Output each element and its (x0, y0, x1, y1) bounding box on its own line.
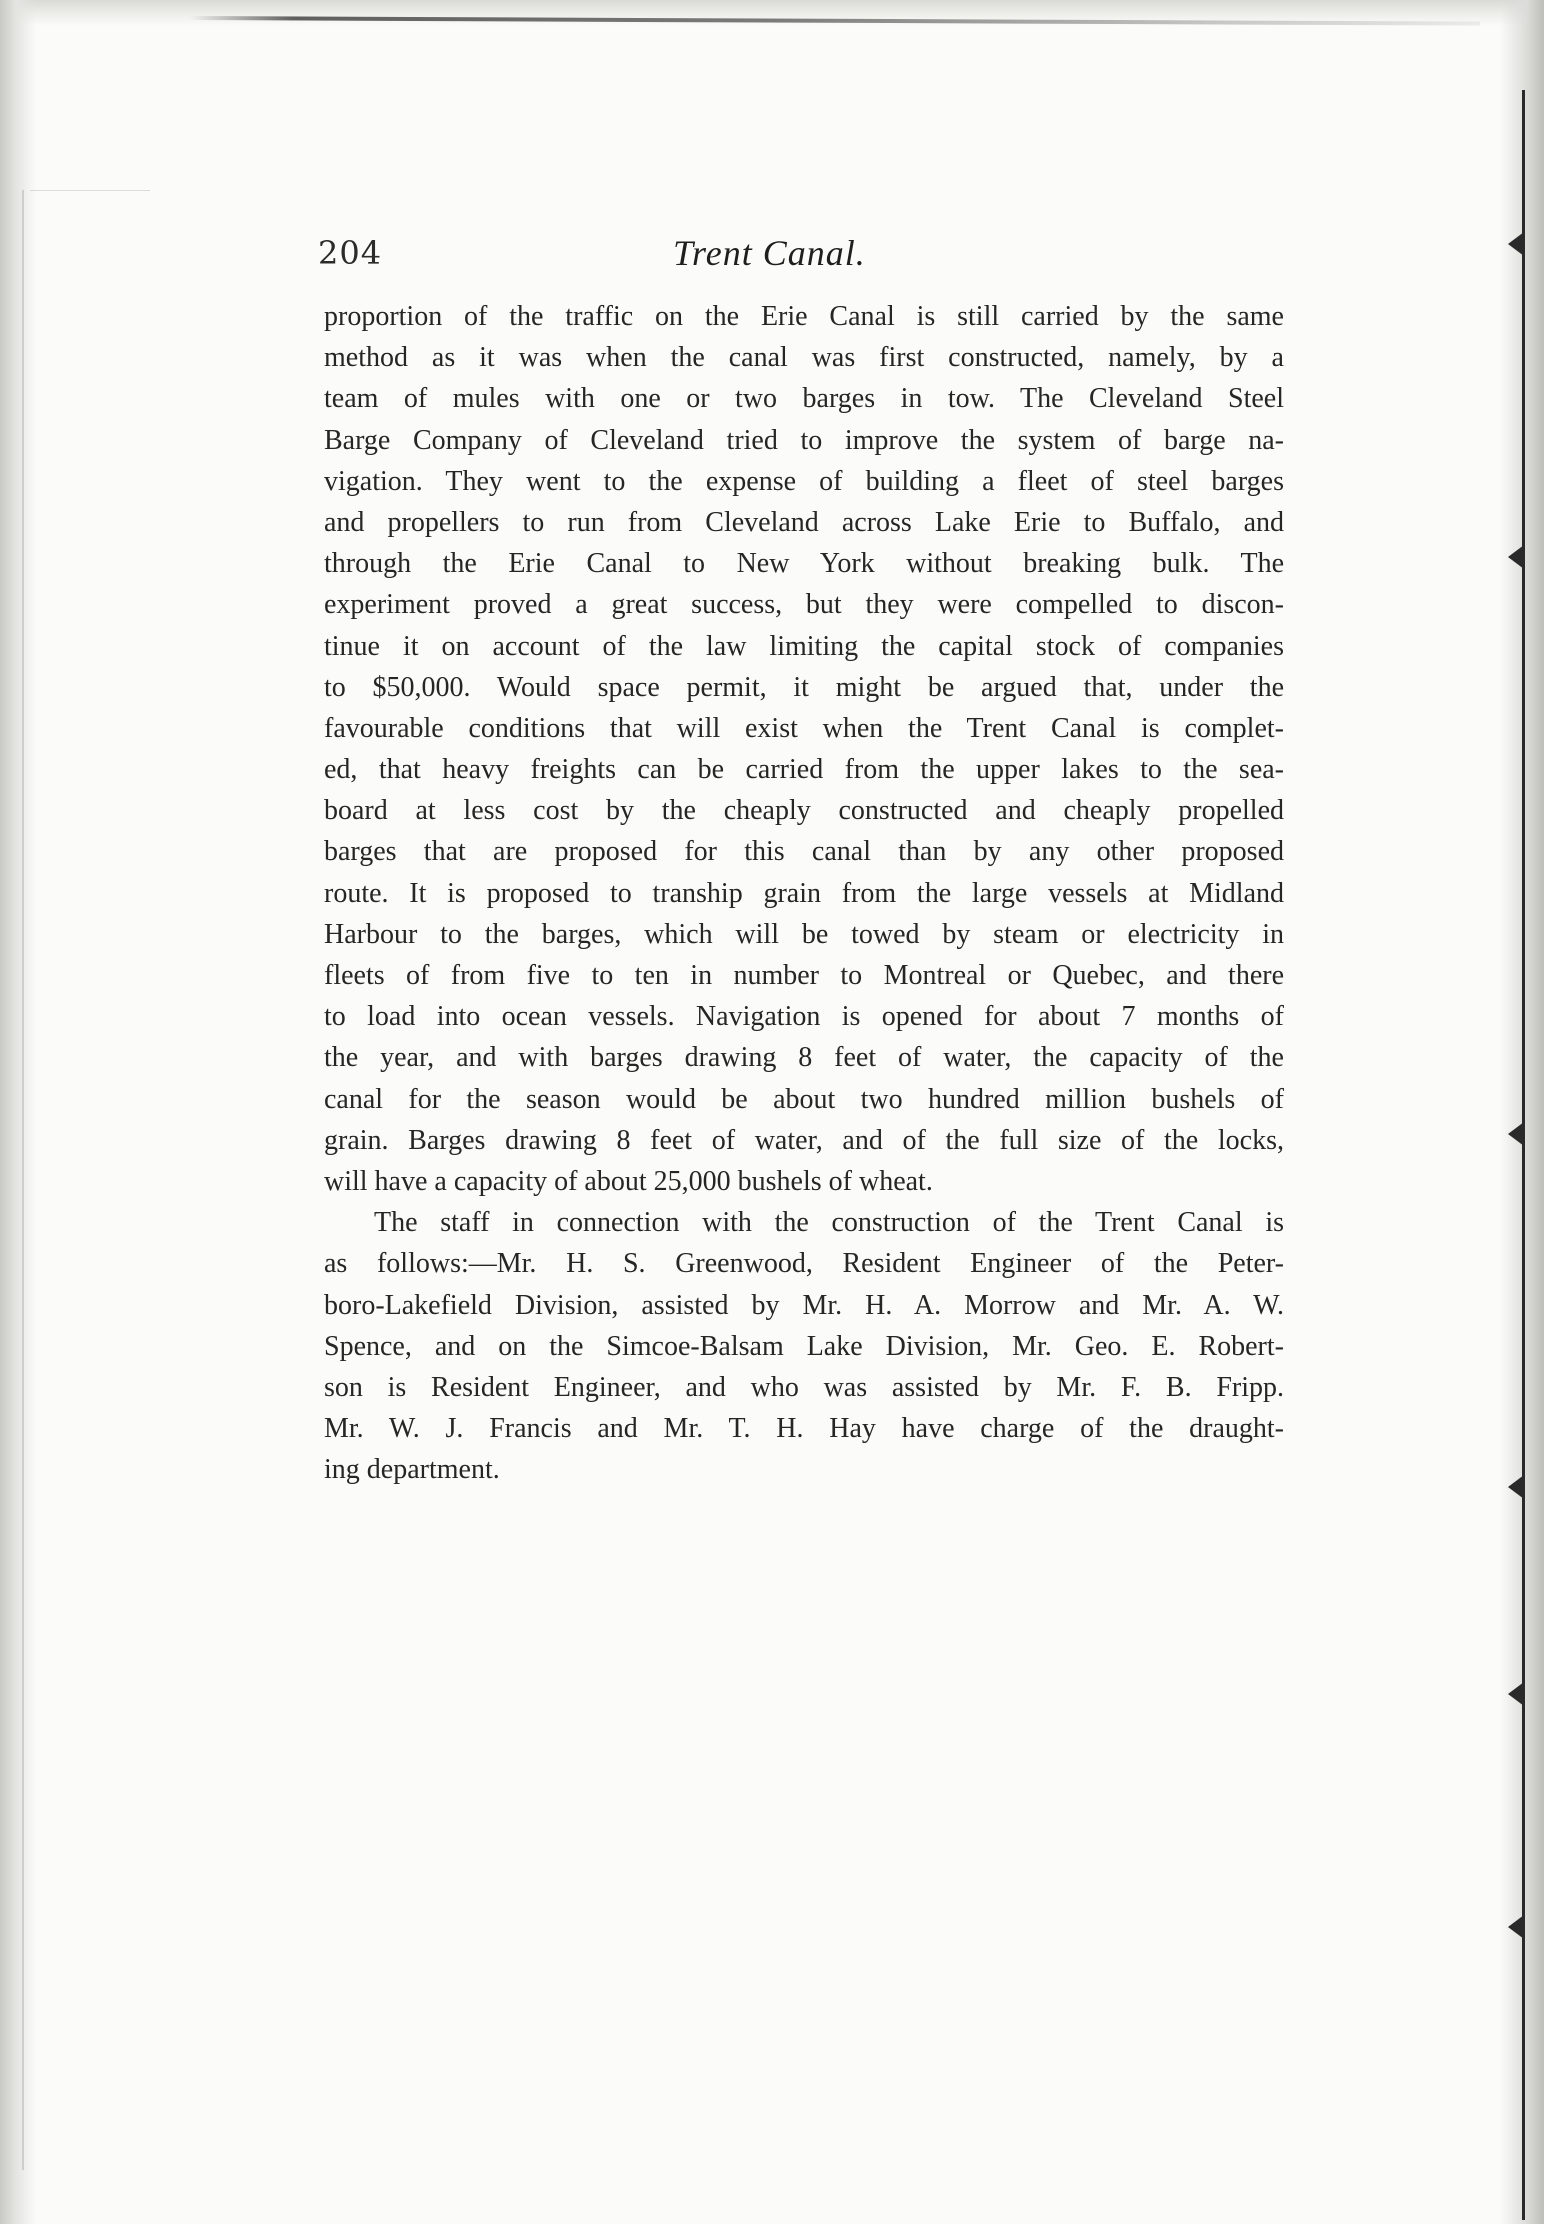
text-line: proportion of the traffic on the Erie Canal is still carried by the same (324, 301, 1284, 332)
text-line: Barge Company of Cleveland tried to improve the system of barge na- (324, 424, 1284, 456)
paragraph (324, 296, 1284, 1202)
text-line: boro-Lakefield Division, assisted by Mr. H. A. Morrow and Mr. A. W. (324, 1289, 1284, 1321)
text-line: the year, and with barges drawing 8 feet of water, the capacity of the (324, 1042, 1284, 1074)
text-line: to $50,000. Would space permit, it might be argued that, under the (324, 671, 1284, 703)
binding-tick-mark (1508, 1475, 1524, 1499)
text-line: vigation. They went to the expense of building a fleet of steel barges (324, 465, 1284, 497)
page-left-edge-shadow (0, 0, 36, 2224)
text-line: favourable conditions that will exist when the Trent Canal is complet- (324, 712, 1284, 744)
binding-tick-mark (1508, 232, 1524, 256)
paragraph (324, 1202, 1284, 1490)
text-line: ing department. (324, 1454, 500, 1486)
text-line: Spence, and on the Simcoe-Balsam Lake Division, Mr. Geo. E. Robert- (324, 1330, 1284, 1362)
running-head: Trent Canal. (673, 233, 866, 273)
page-corner-mark (30, 150, 150, 191)
text-line: fleets of from five to ten in number to Montreal or Quebec, and there (324, 960, 1284, 991)
binding-edge-line (1522, 90, 1525, 2220)
text-line: grain. Barges drawing 8 feet of water, and of the full size of the locks, (324, 1124, 1284, 1156)
binding-tick-mark (1508, 545, 1524, 569)
text-line: will have a capacity of about 25,000 bushels of wheat. (324, 1165, 933, 1197)
text-line: canal for the season would be about two hundred million bushels of (324, 1083, 1284, 1115)
page-header (318, 228, 1278, 288)
text-line: and propellers to run from Cleveland across Lake Erie to Buffalo, and (324, 506, 1284, 538)
binding-tick-mark (1508, 1122, 1524, 1146)
text-line: through the Erie Canal to New York without breaking bulk. The (324, 548, 1284, 580)
binding-tick-mark (1508, 1915, 1524, 1939)
text-line: Harbour to the barges, which will be towed by steam or electricity in (324, 918, 1284, 950)
page-left-fold-line (22, 190, 24, 2170)
text-line: as follows:—Mr. H. S. Greenwood, Resident Engineer of the Peter- (324, 1248, 1284, 1280)
text-line: to load into ocean vessels. Navigation is opened for about 7 months of (324, 1001, 1284, 1033)
text-line: board at less cost by the cheaply constructed and cheaply propelled (324, 795, 1284, 827)
text-line: Mr. W. J. Francis and Mr. T. H. Hay have charge of the draught- (324, 1413, 1284, 1445)
page-number: 204 (318, 234, 383, 272)
text-line: method as it was when the canal was first constructed, namely, by a (324, 342, 1284, 374)
text-line: son is Resident Engineer, and who was assisted by Mr. F. B. Fripp. (324, 1371, 1284, 1403)
text-line: tinue it on account of the law limiting the capital stock of companies (324, 630, 1284, 662)
binding-tick-mark (1508, 1682, 1524, 1706)
text-line: route. It is proposed to tranship grain from the large vessels at Midland (324, 877, 1284, 909)
text-line: experiment proved a great success, but they were compelled to discon- (324, 589, 1284, 621)
text-line: ed, that heavy freights can be carried from the upper lakes to the sea- (324, 754, 1284, 786)
text-line: team of mules with one or two barges in tow. The Cleveland Steel (324, 383, 1284, 415)
body-text (324, 296, 1284, 1490)
text-line: The staff in connection with the construction of the Trent Canal is (374, 1207, 1284, 1239)
text-line: barges that are proposed for this canal than by any other proposed (324, 836, 1284, 868)
